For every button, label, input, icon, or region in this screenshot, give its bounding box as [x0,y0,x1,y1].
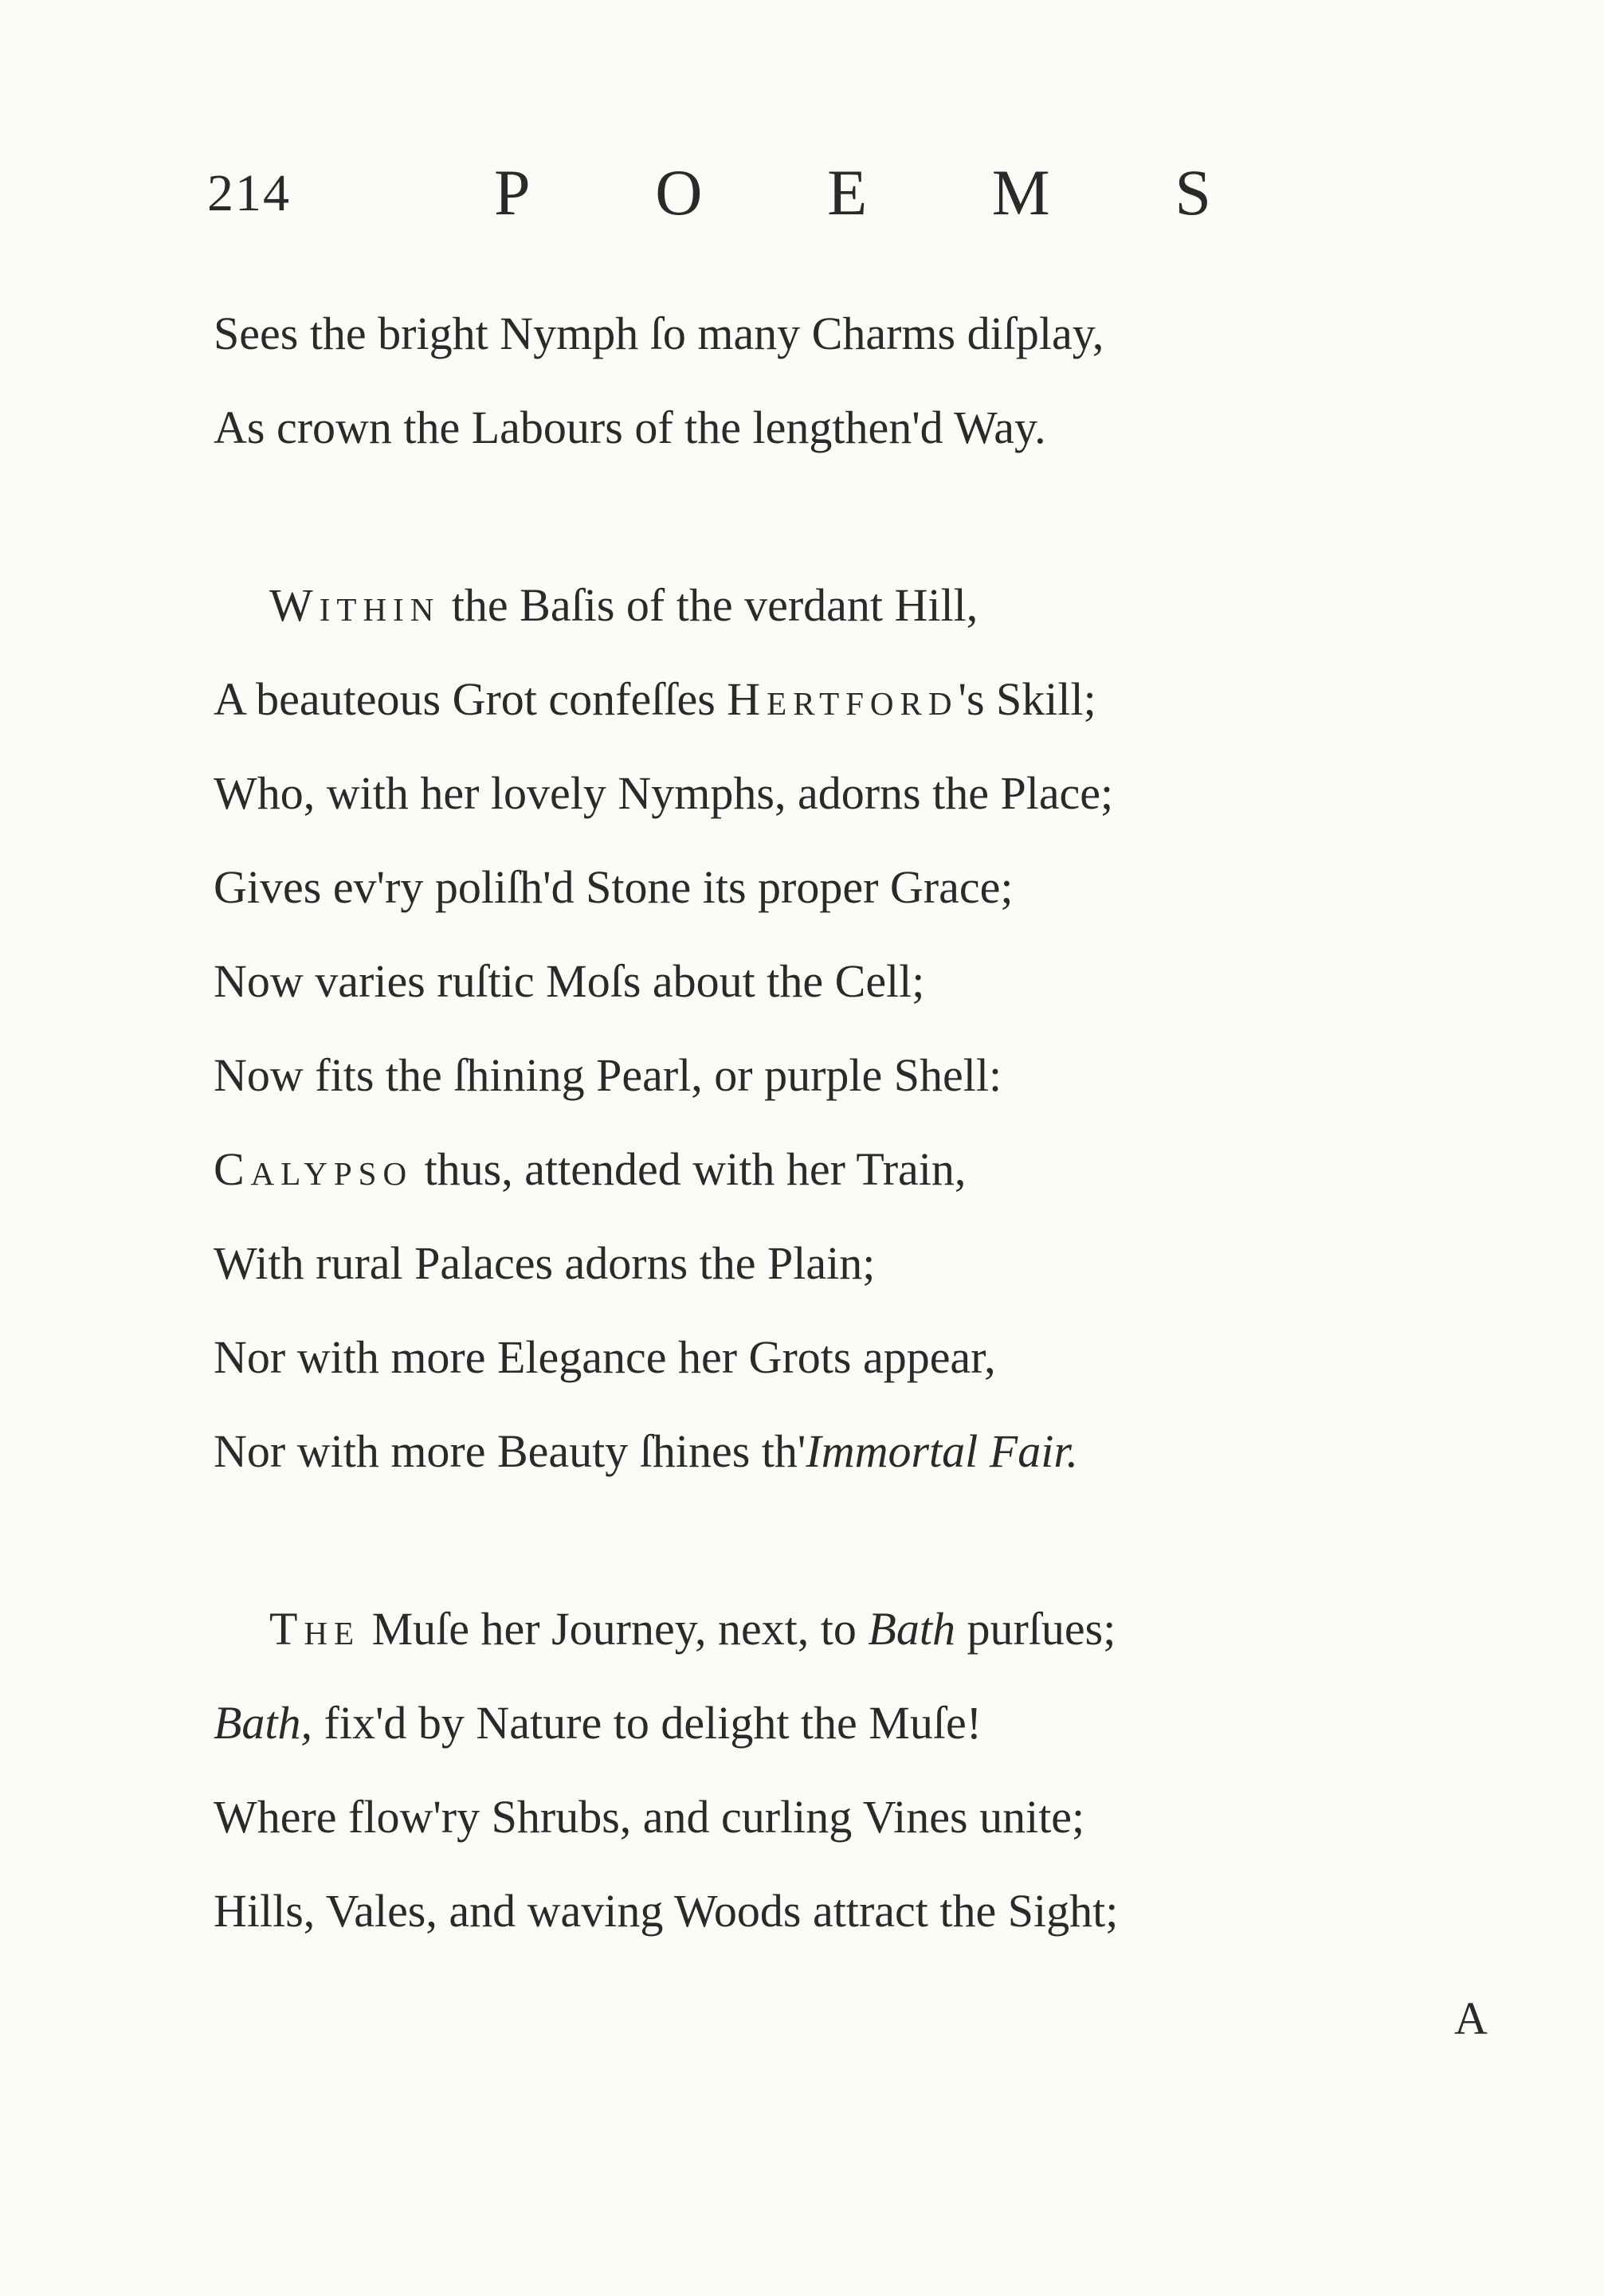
verse-line [214,1770,1457,1864]
verse-segment: Hills, Vales, and waving Woods attract the Sight; [214,1885,1119,1937]
verse-line [214,1217,1457,1311]
verse-segment: 's Skill; [958,673,1096,725]
verse-segment: the Baſis of the verdant Hill, [440,579,978,631]
verse-line [214,287,1457,381]
stanza [214,558,1457,1499]
verse-segment: A beauteous Grot confeſſes [214,673,727,725]
verse-segment: Now varies ruſtic Moſs about the Cell; [214,955,925,1007]
verse-line [214,1123,1457,1217]
verse-line [214,1028,1457,1123]
verse-segment: Now fits the ſhining Pearl, or purple Shell: [214,1049,1002,1101]
verse-line [214,1311,1457,1405]
verse-line [214,1582,1457,1676]
running-head [494,155,1211,230]
running-head-letter: M [991,156,1050,229]
verse-segment: fix'd by Nature to delight the Muſe! [312,1697,982,1749]
verse-segment: purſues; [955,1603,1116,1655]
verse-segment: Nor with more Beauty ſhines th' [214,1425,806,1477]
verse-line [214,652,1457,746]
running-head-letter: P [494,156,531,229]
verse-segment: Muſe her Journey, next, to [360,1603,869,1655]
running-head-letter: O [655,156,703,229]
stanza [214,1582,1457,1958]
verse-segment: Bath [868,1603,955,1655]
verse-segment: Sees the bright Nymph ſo many Charms diſplay, [214,308,1104,359]
verse-segment: With rural Palaces adorns the Plain; [214,1237,876,1289]
running-head-letter: E [827,156,868,229]
poem-body [214,287,1457,2042]
verse-line [214,746,1457,840]
verse-segment: Within [269,579,441,631]
verse-segment: Gives ev'ry poliſh'd Stone its proper Grace; [214,861,1014,913]
verse-segment: As crown the Labours of the lengthen'd Way. [214,402,1046,453]
verse-segment: The [269,1603,361,1655]
verse-segment: Calypso [214,1143,414,1195]
page-header [207,155,1259,227]
verse-segment: thus, attended with her Train, [413,1143,967,1195]
verse-line [214,934,1457,1028]
verse-segment: Hertford [727,673,959,725]
verse-line [214,1864,1457,1958]
verse-segment: Who, with her lovely Nymphs, adorns the Place; [214,767,1114,819]
verse-segment: Where flow'ry Shrubs, and curling Vines unite; [214,1791,1085,1843]
verse-line [214,840,1457,934]
verse-segment: Immortal Fair. [806,1425,1078,1477]
verse-line [214,381,1457,475]
verse-segment: Nor with more Elegance her Grots appear, [214,1331,996,1383]
page-number: 214 [207,164,291,222]
verse-line [214,1405,1457,1499]
stanza [214,287,1457,475]
verse-segment: Bath, [214,1697,313,1749]
running-head-letter: S [1175,156,1211,229]
verse-line [214,1676,1457,1770]
catchword: A [1454,1992,1488,2044]
verse-line [214,558,1457,652]
